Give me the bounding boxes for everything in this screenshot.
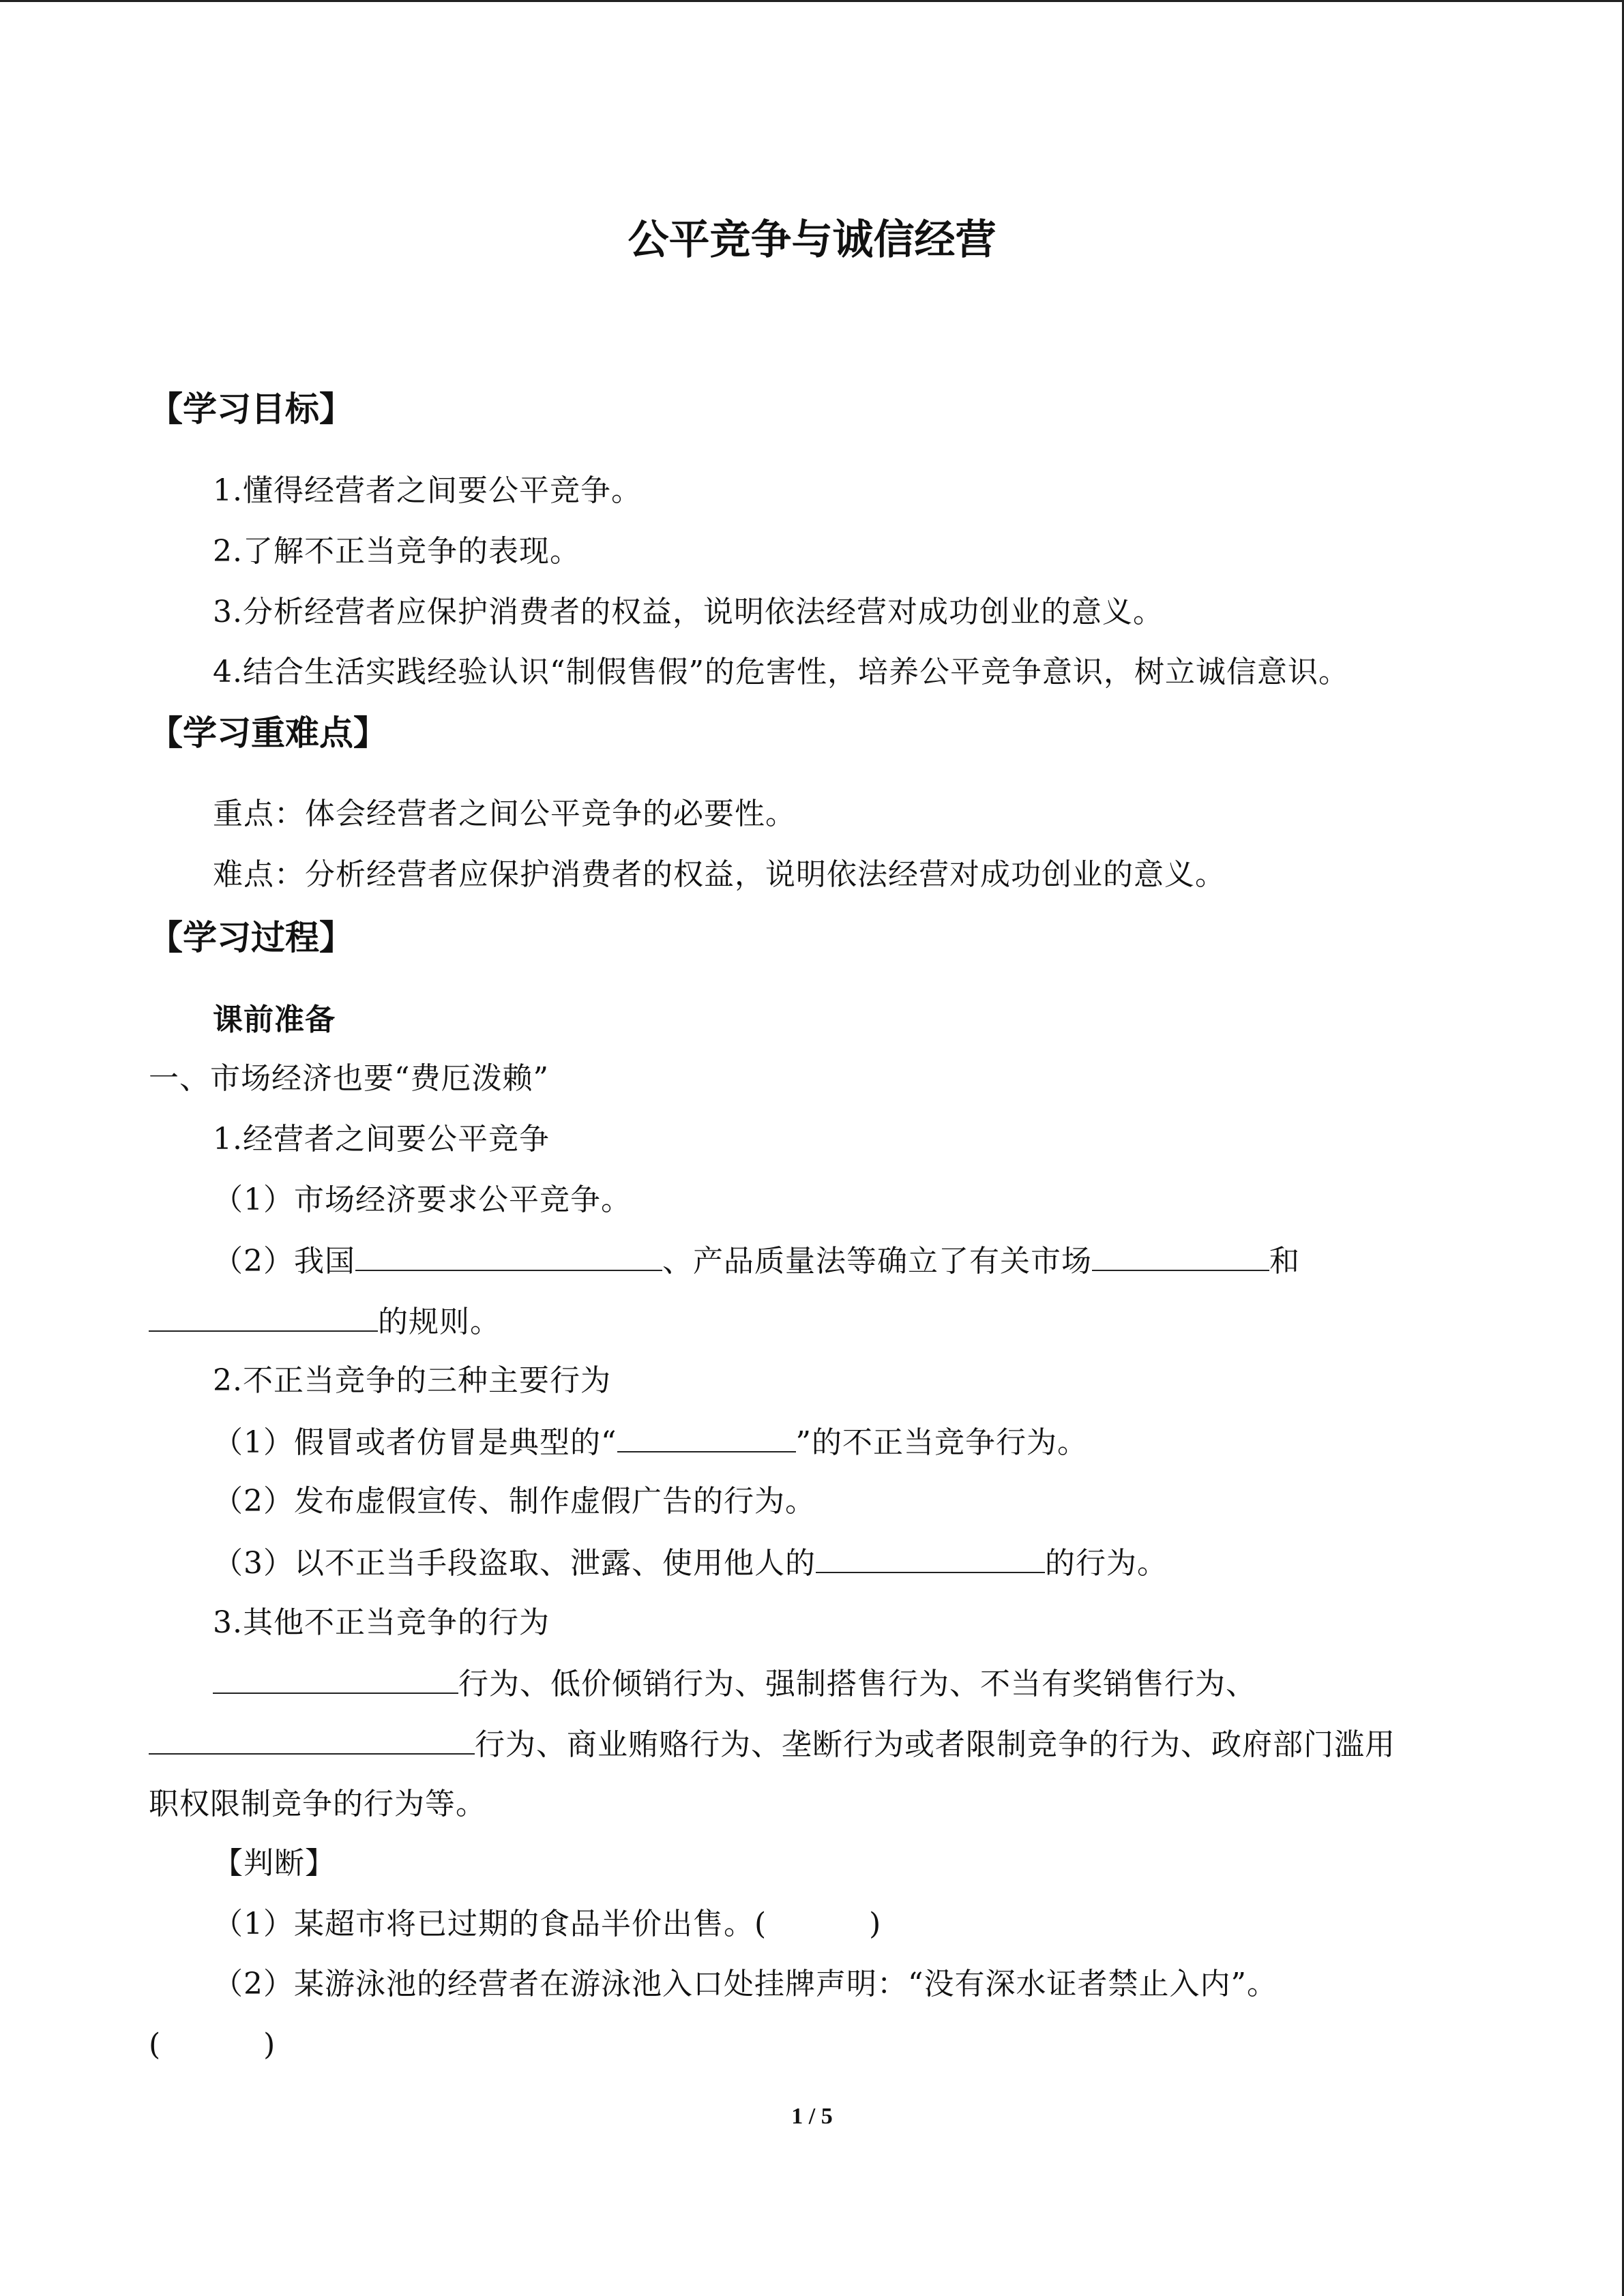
key-points-heading: 【学习重难点】 xyxy=(149,713,387,753)
text-segment: （2）我国 xyxy=(213,1244,355,1279)
point-2-item-3 xyxy=(213,1542,1168,1584)
process-heading: 【学习过程】 xyxy=(149,918,353,957)
fill-blank[interactable] xyxy=(149,1723,475,1755)
objectives-heading: 【学习目标】 xyxy=(149,389,353,429)
fill-blank[interactable] xyxy=(617,1421,796,1452)
judge-item-1 xyxy=(213,1904,881,1945)
judge-heading: 【判断】 xyxy=(213,1846,336,1881)
text-segment: ”的不正当竞争行为。 xyxy=(795,1425,1088,1460)
text-segment: 、产品质量法等确立了有关市场 xyxy=(662,1244,1092,1279)
text-segment: （1）某超市将已过期的食品半价出售。( xyxy=(213,1907,767,1941)
text-segment: 的行为。 xyxy=(1045,1546,1168,1581)
key-point: 重点：体会经营者之间公平竞争的必要性。 xyxy=(213,796,796,831)
objective-item-3: 3.分析经营者应保护消费者的权益，说明依法经营对成功创业的意义。 xyxy=(213,595,1164,629)
difficult-point: 难点：分析经营者应保护消费者的权益，说明依法经营对成功创业的意义。 xyxy=(213,857,1226,892)
point-1-title: 1.经营者之间要公平竞争 xyxy=(213,1122,550,1157)
objective-item-2: 2.了解不正当竞争的表现。 xyxy=(213,534,580,569)
point-1-item-2 xyxy=(213,1240,1300,1282)
point-2-item-2: （2）发布虚假宣传、制作虚假广告的行为。 xyxy=(213,1484,816,1519)
prep-subheading: 课前准备 xyxy=(213,1002,336,1037)
section-1-title: 一、市场经济也要“费厄泼赖” xyxy=(149,1061,549,1096)
fill-blank[interactable] xyxy=(149,1300,378,1332)
fill-blank[interactable] xyxy=(355,1240,662,1271)
text-segment: （1）假冒或者仿冒是典型的“ xyxy=(213,1425,617,1460)
page-title: 公平竞争与诚信经营 xyxy=(628,216,996,264)
text-segment: ) xyxy=(869,1907,882,1941)
text-segment: 和 xyxy=(1269,1244,1300,1279)
text-segment: ( xyxy=(149,2027,162,2062)
point-3-line-1 xyxy=(213,1663,1256,1705)
point-3-line-3: 职权限制竞争的行为等。 xyxy=(149,1787,486,1821)
text-segment: （3）以不正当手段盗取、泄露、使用他人的 xyxy=(213,1546,816,1581)
text-segment: 行为、低价倾销行为、强制搭售行为、不当有奖销售行为、 xyxy=(458,1667,1256,1701)
point-2-item-1 xyxy=(213,1421,1088,1463)
point-2-title: 2.不正当竞争的三种主要行为 xyxy=(213,1363,611,1398)
fill-blank[interactable] xyxy=(816,1542,1045,1573)
point-3-title: 3.其他不正当竞争的行为 xyxy=(213,1605,550,1640)
text-segment: 行为、商业贿赂行为、垄断行为或者限制竞争的行为、政府部门滥用 xyxy=(475,1727,1396,1762)
page-border-top xyxy=(0,0,1624,2)
text-segment: 的规则。 xyxy=(378,1304,501,1339)
fill-blank[interactable] xyxy=(213,1663,458,1694)
point-1-item-2-continued xyxy=(149,1300,501,1343)
point-1-item-1: （1）市场经济要求公平竞争。 xyxy=(213,1182,632,1217)
judge-item-2: （2）某游泳池的经营者在游泳池入口处挂牌声明：“没有深水证者禁止入内”。 xyxy=(213,1967,1278,2001)
objective-item-1: 1.懂得经营者之间要公平竞争。 xyxy=(213,473,642,508)
objective-item-4: 4.结合生活实践经验认识“制假售假”的危害性，培养公平竞争意识，树立诚信意识。 xyxy=(213,655,1349,689)
page-number: 1 / 5 xyxy=(791,2104,833,2129)
text-segment: ) xyxy=(263,2027,276,2062)
fill-blank[interactable] xyxy=(1092,1240,1269,1271)
point-3-line-2 xyxy=(149,1723,1396,1765)
judge-item-2-answer xyxy=(149,2025,276,2066)
